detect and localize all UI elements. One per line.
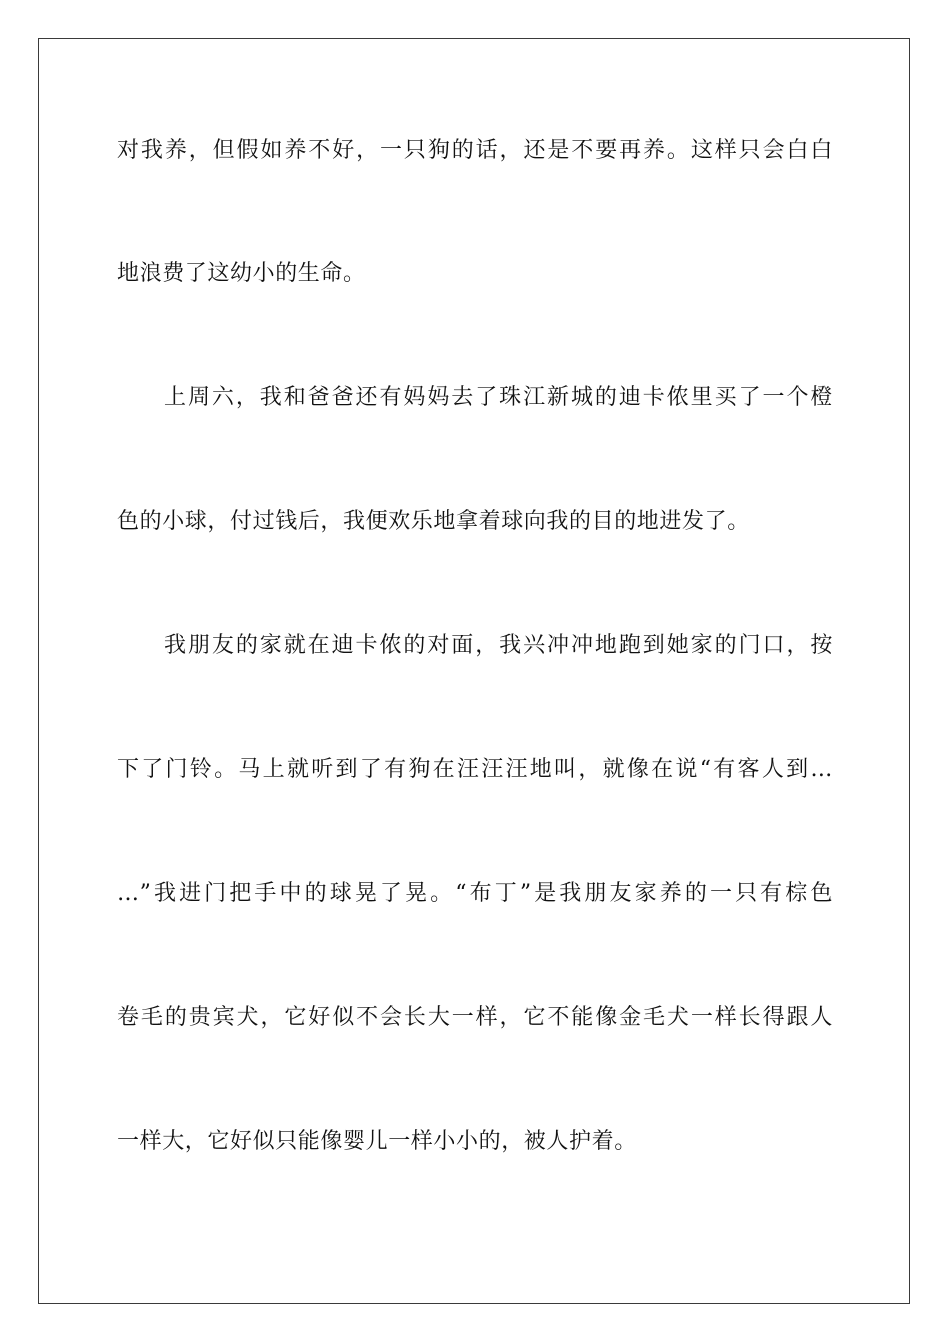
text-line: 色的小球，付过钱后，我便欢乐地拿着球向我的目的地进发了。 [117,509,750,534]
paragraph-first-line: 我朋友的家就在迪卡侬的对面，我兴冲冲地跑到她家的门口，按 [164,633,833,658]
text-line: 一样大，它好似只能像婴儿一样小小的，被人护着。 [117,1129,637,1154]
text-line: 卷毛的贵宾犬，它好似不会长大一样，它不能像金毛犬一样长得跟人 [117,1005,833,1030]
text-line: 地浪费了这幼小的生命。 [117,261,366,286]
paragraph-first-line: 上周六，我和爸爸还有妈妈去了珠江新城的迪卡侬里买了一个橙 [164,385,833,410]
text-line: 下了门铃。马上就听到了有狗在汪汪汪地叫，就像在说“有客人到… [117,757,833,782]
text-line: …”我进门把手中的球晃了晃。“布丁”是我朋友家养的一只有棕色 [117,881,833,906]
text-line: 对我养，但假如养不好，一只狗的话，还是不要再养。这样只会白白 [117,138,833,163]
page-border [38,38,910,1304]
